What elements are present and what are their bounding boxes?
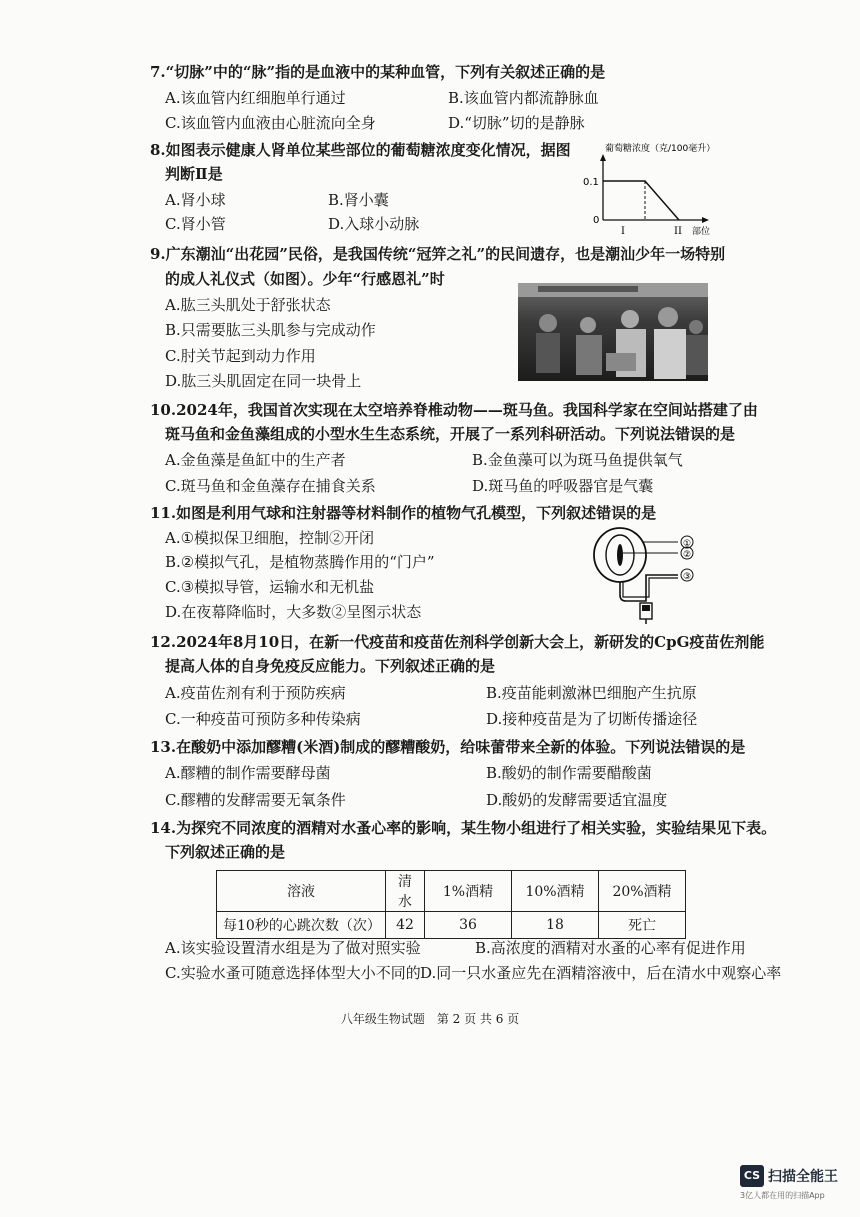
q10-option-b: B.金鱼藻可以为斑马鱼提供氧气	[472, 451, 683, 469]
q14-option-d: D.同一只水蚤应先在酒精溶液中，后在清水中观察心率	[420, 964, 782, 982]
table-header-cell: 溶液	[217, 871, 386, 912]
q11-stem: 11.如图是利用气球和注射器等材料制作的植物气孔模型，下列叙述错误的是	[150, 504, 657, 522]
q9-option-b: B.只需要肱三头肌参与完成动作	[165, 321, 376, 339]
page-footer: 八年级生物试题 第 2 页 共 6 页	[340, 1012, 520, 1026]
q8-option-c: C.肾小管	[165, 215, 226, 233]
q11-option-b: B.②模拟气孔，是植物蒸腾作用的“门户”	[165, 553, 435, 571]
q10-option-a: A.金鱼藻是鱼缸中的生产者	[165, 451, 346, 469]
table-cell: 36	[425, 912, 512, 939]
q8-concentration-line	[603, 181, 679, 220]
q11-label-1: ①	[682, 539, 692, 549]
q8-option-a: A.肾小球	[165, 191, 226, 209]
q7-option-a: A.该血管内红细胞单行通过	[165, 89, 346, 107]
cs-logo-icon: CS	[740, 1165, 764, 1187]
q13-option-c: C.醪糟的发酵需要无氧条件	[165, 791, 346, 809]
q8-xtick-1: I	[621, 226, 625, 237]
scanner-app-name: 扫描全能王	[768, 1169, 838, 1185]
q9-option-c: C.肘关节起到动力作用	[165, 347, 316, 365]
q9-ceremony-photo	[518, 283, 708, 381]
q12-option-c: C.一种疫苗可预防多种传染病	[165, 710, 361, 728]
q7-stem: 7.“切脉”中的“脉”指的是血液中的某种血管，下列有关叙述正确的是	[150, 63, 606, 81]
q11-label-2: ②	[682, 550, 692, 560]
q8-y-arrow	[600, 154, 606, 161]
q10-stem-line2: 斑马鱼和金鱼藻组成的小型水生生态系统，开展了一系列科研活动。下列说法错误的是	[165, 425, 736, 443]
table-cell: 每10秒的心跳次数（次）	[217, 912, 386, 939]
q7-option-b: B.该血管内都流静脉血	[448, 89, 599, 107]
q12-option-a: A.疫苗佐剂有利于预防疾病	[165, 684, 346, 702]
q11-pore	[617, 544, 623, 566]
q13-option-a: A.醪糟的制作需要酵母菌	[165, 764, 331, 782]
q8-stem-line1: 8.如图表示健康人肾单位某些部位的葡萄糖浓度变化情况，据图	[150, 141, 571, 159]
q13-stem: 13.在酸奶中添加醪糟(米酒)制成的醪糟酸奶，给味蕾带来全新的体验。下列说法错误的是	[150, 738, 746, 756]
q12-option-d: D.接种疫苗是为了切断传播途径	[486, 710, 698, 728]
q9-stem-line2: 的成人礼仪式（如图）。少年“行感恩礼”时	[165, 270, 445, 288]
table-header-cell: 清水	[386, 871, 425, 912]
q9-option-d: D.肱三头肌固定在同一块骨上	[165, 372, 362, 390]
q14-stem-line2: 下列叙述正确的是	[165, 843, 286, 861]
table-header-cell: 1%酒精	[425, 871, 512, 912]
table-header-cell: 20%酒精	[599, 871, 686, 912]
table-cell: 死亡	[599, 912, 686, 939]
q10-option-c: C.斑马鱼和金鱼藻存在捕食关系	[165, 477, 376, 495]
scanner-watermark	[740, 1165, 850, 1205]
q10-stem-line1: 10.2024年，我国首次实现在太空培养脊椎动物——斑马鱼。我国科学家在空间站搭建了由	[150, 401, 758, 419]
table-row	[217, 912, 686, 939]
table-header-cell: 10%酒精	[512, 871, 599, 912]
table-cell: 18	[512, 912, 599, 939]
table-cell: 42	[386, 912, 425, 939]
q8-ytick: 0.1	[583, 177, 599, 188]
q13-option-b: B.酸奶的制作需要醋酸菌	[486, 764, 652, 782]
q14-option-b: B.高浓度的酒精对水蚤的心率有促进作用	[475, 939, 746, 957]
q8-xlabel: 部位	[692, 227, 711, 237]
q8-glucose-chart	[575, 138, 735, 238]
q13-option-d: D.酸奶的发酵需要适宜温度	[486, 791, 668, 809]
q9-stem-line1: 9.广东潮汕“出花园”民俗，是我国传统“冠笄之礼”的民间遗存，也是潮汕少年一场特别	[150, 245, 726, 263]
q9-option-a: A.肱三头肌处于舒张状态	[165, 296, 331, 314]
q7-option-c: C.该血管内血液由心脏流向全身	[165, 114, 376, 132]
q8-option-b: B.肾小囊	[328, 191, 389, 209]
q8-xtick-2: II	[674, 226, 682, 237]
q14-option-c: C.实验水蚤可随意选择体型大小不同的	[165, 964, 421, 982]
q12-stem-line2: 提高人体的自身免疫反应能力。下列叙述正确的是	[165, 657, 496, 675]
table-row	[217, 871, 686, 912]
q11-option-a: A.①模拟保卫细胞，控制②开闭	[165, 529, 375, 547]
q11-stomata-model	[592, 525, 702, 625]
q7-option-d: D.“切脉”切的是静脉	[448, 114, 585, 132]
q10-option-d: D.斑马鱼的呼吸器官是气囊	[472, 477, 654, 495]
q11-option-d: D.在夜幕降临时，大多数②呈图示状态	[165, 603, 422, 621]
scanner-tagline: 3亿人都在用的扫描App	[740, 1191, 825, 1200]
q8-x-arrow	[702, 217, 709, 223]
q14-option-a: A.该实验设置清水组是为了做对照实验	[165, 939, 421, 957]
q11-option-c: C.③模拟导管，运输水和无机盐	[165, 578, 375, 596]
q12-stem-line1: 12.2024年8月10日，在新一代疫苗和疫苗佐剂科学创新大会上，新研发的CpG疫苗佐剂能	[150, 633, 765, 651]
q11-label-3: ③	[682, 572, 692, 582]
q14-stem-line1: 14.为探究不同浓度的酒精对水蚤心率的影响，某生物小组进行了相关实验，实验结果见下表。	[150, 819, 777, 837]
q8-option-d: D.入球小动脉	[328, 215, 420, 233]
q14-results-table	[216, 870, 686, 939]
q8-stem-line2: 判断Ⅱ是	[165, 165, 223, 183]
q8-chart-ylabel: 葡萄糖浓度（克/100毫升）	[605, 144, 716, 154]
q12-option-b: B.疫苗能刺激淋巴细胞产生抗原	[486, 684, 697, 702]
q8-origin: 0	[593, 215, 600, 226]
